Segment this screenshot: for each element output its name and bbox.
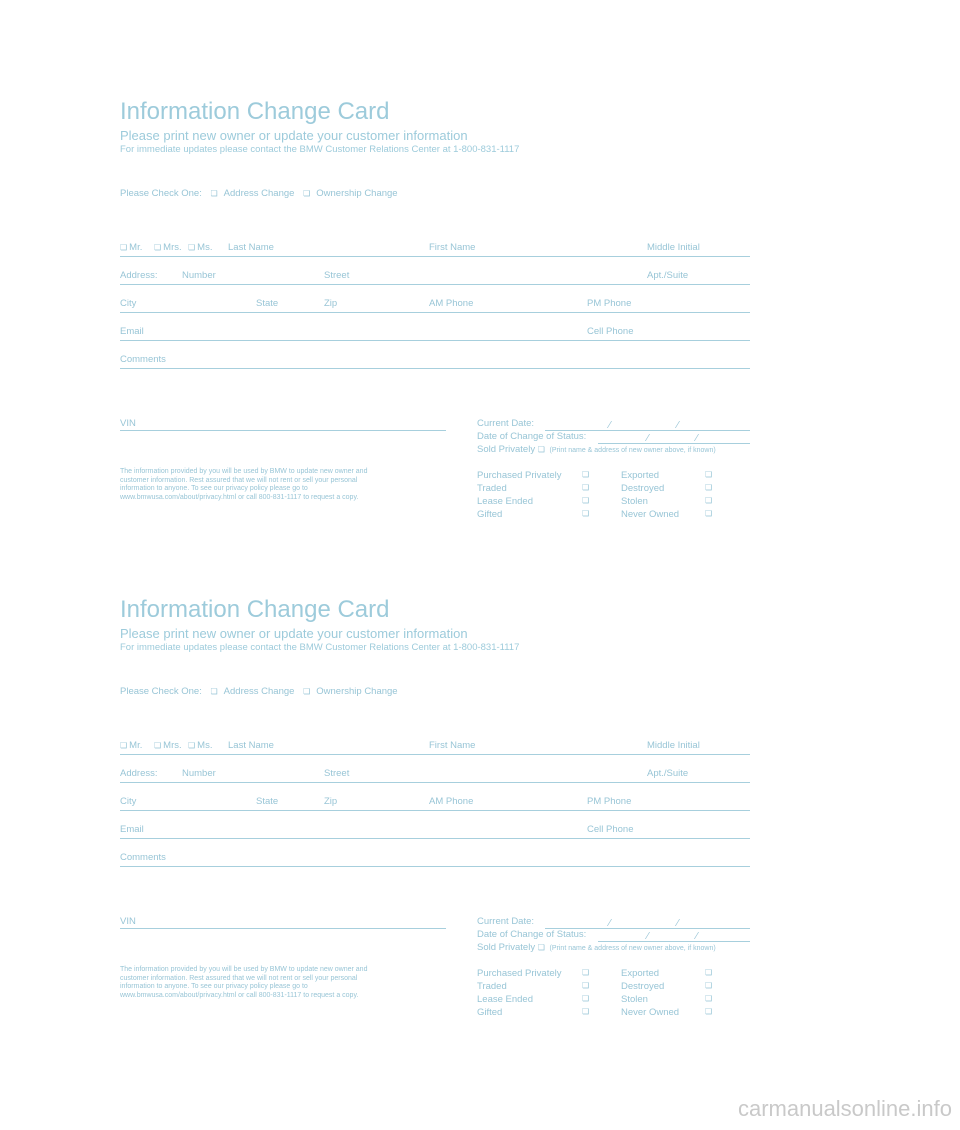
never-owned-label: Never Owned [621, 509, 680, 520]
ms-option[interactable] [188, 242, 212, 253]
sold-privately-label: Sold Privately [477, 942, 536, 953]
apt-suite-label: Apt./Suite [647, 768, 689, 779]
status-block [477, 916, 750, 955]
address-change-checkbox[interactable]: ❏ [210, 687, 218, 696]
check-one-label: Please Check One: [120, 188, 202, 199]
traded-checkbox[interactable]: ❏ [582, 483, 590, 492]
never-owned-checkbox[interactable]: ❏ [705, 509, 713, 518]
mr-option[interactable] [120, 242, 142, 253]
card-title: Information Change Card [120, 596, 390, 623]
ownership-change-label: Ownership Change [316, 188, 398, 199]
never-owned-label: Never Owned [621, 1007, 680, 1018]
exported-checkbox[interactable]: ❏ [705, 470, 713, 479]
comments-row[interactable] [120, 350, 750, 369]
ms-checkbox[interactable]: ❏ [188, 741, 196, 750]
mrs-checkbox[interactable]: ❏ [154, 243, 162, 252]
middle-initial-label: Middle Initial [647, 740, 700, 751]
date-separator: ⁄ [647, 931, 649, 942]
email-row[interactable] [120, 820, 750, 839]
sold-privately-checkbox[interactable]: ❏ [537, 445, 545, 454]
current-date-field[interactable] [545, 918, 750, 929]
mrs-option[interactable] [154, 740, 182, 751]
status-block [477, 418, 750, 457]
sold-privately-line [477, 942, 750, 955]
city-label: City [120, 298, 137, 309]
privacy-notice: The information provided by you will be used by BMW to update new owner and customer information. Rest assured that we will not rent or sell your personal information to anyone. To see our privacy policy please go to www.bmwusa.com/about/privacy.html or call 800-831-1117 to request a copy. [120, 966, 368, 999]
sold-privately-note: (Print name & address of new owner above, if known) [549, 447, 716, 454]
vin-field[interactable] [120, 916, 446, 929]
name-row[interactable] [120, 238, 750, 257]
vin-field[interactable] [120, 418, 446, 431]
mr-option[interactable] [120, 740, 142, 751]
mr-checkbox[interactable]: ❏ [120, 243, 128, 252]
number-label: Number [182, 768, 216, 779]
stolen-checkbox[interactable]: ❏ [705, 496, 713, 505]
information-change-card-1 [120, 98, 750, 558]
lease-ended-checkbox[interactable]: ❏ [582, 994, 590, 1003]
pm-phone-label: PM Phone [587, 796, 632, 807]
number-label: Number [182, 270, 216, 281]
date-separator: ⁄ [677, 420, 679, 431]
ownership-change-label: Ownership Change [316, 686, 398, 697]
exported-label: Exported [621, 968, 660, 979]
purchased-privately-checkbox[interactable]: ❏ [582, 470, 590, 479]
address-change-label: Address Change [223, 686, 295, 697]
traded-checkbox[interactable]: ❏ [582, 981, 590, 990]
date-change-field[interactable] [598, 931, 750, 942]
stolen-checkbox[interactable]: ❏ [705, 994, 713, 1003]
exported-checkbox[interactable]: ❏ [705, 968, 713, 977]
contact-line: For immediate updates please contact the BMW Customer Relations Center at 1-800-831-1117 [120, 642, 520, 653]
am-phone-label: AM Phone [429, 796, 474, 807]
current-date-line [477, 418, 750, 431]
apt-suite-label: Apt./Suite [647, 270, 689, 281]
date-separator: ⁄ [647, 433, 649, 444]
zip-label: Zip [324, 796, 338, 807]
mr-label: Mr. [129, 740, 143, 751]
city-row[interactable] [120, 792, 750, 811]
address-label: Address: [120, 270, 158, 281]
gifted-label: Gifted [477, 509, 503, 520]
mrs-label: Mrs. [163, 242, 182, 253]
lease-ended-label: Lease Ended [477, 994, 533, 1005]
date-separator: ⁄ [609, 420, 611, 431]
date-change-line [477, 929, 750, 942]
middle-initial-label: Middle Initial [647, 242, 700, 253]
email-label: Email [120, 326, 144, 337]
destroyed-checkbox[interactable]: ❏ [705, 981, 713, 990]
address-row[interactable] [120, 764, 750, 783]
city-label: City [120, 796, 137, 807]
cell-phone-label: Cell Phone [587, 326, 634, 337]
check-one-label: Please Check One: [120, 686, 202, 697]
comments-row[interactable] [120, 848, 750, 867]
traded-label: Traded [477, 483, 507, 494]
card-title: Information Change Card [120, 98, 390, 125]
name-row[interactable] [120, 736, 750, 755]
vin-label: VIN [120, 916, 136, 927]
address-change-checkbox[interactable]: ❏ [210, 189, 218, 198]
state-label: State [256, 796, 279, 807]
gifted-checkbox[interactable]: ❏ [582, 509, 590, 518]
information-change-card-2 [120, 596, 750, 1056]
ownership-change-checkbox[interactable]: ❏ [303, 687, 311, 696]
current-date-label: Current Date: [477, 916, 535, 927]
email-row[interactable] [120, 322, 750, 341]
first-name-label: First Name [429, 242, 476, 253]
purchased-privately-checkbox[interactable]: ❏ [582, 968, 590, 977]
lease-ended-label: Lease Ended [477, 496, 533, 507]
stolen-label: Stolen [621, 994, 648, 1005]
date-change-line [477, 431, 750, 444]
mr-label: Mr. [129, 242, 143, 253]
zip-label: Zip [324, 298, 338, 309]
date-separator: ⁄ [696, 433, 698, 444]
last-name-label: Last Name [228, 242, 274, 253]
current-date-line [477, 916, 750, 929]
current-date-label: Current Date: [477, 418, 535, 429]
first-name-label: First Name [429, 740, 476, 751]
traded-label: Traded [477, 981, 507, 992]
ms-checkbox[interactable]: ❏ [188, 243, 196, 252]
ownership-change-checkbox[interactable]: ❏ [303, 189, 311, 198]
state-label: State [256, 298, 279, 309]
date-change-label: Date of Change of Status: [477, 929, 587, 940]
card-subtitle: Please print new owner or update your customer information [120, 128, 468, 143]
vin-label: VIN [120, 418, 136, 429]
last-name-label: Last Name [228, 740, 274, 751]
destroyed-label: Destroyed [621, 981, 665, 992]
mrs-checkbox[interactable]: ❏ [154, 741, 162, 750]
exported-label: Exported [621, 470, 660, 481]
sold-privately-label: Sold Privately [477, 444, 536, 455]
mrs-label: Mrs. [163, 740, 182, 751]
gifted-label: Gifted [477, 1007, 503, 1018]
stolen-label: Stolen [621, 496, 648, 507]
card-subtitle: Please print new owner or update your customer information [120, 626, 468, 641]
date-separator: ⁄ [677, 918, 679, 929]
date-change-field[interactable] [598, 433, 750, 444]
mrs-option[interactable] [154, 242, 182, 253]
am-phone-label: AM Phone [429, 298, 474, 309]
date-change-label: Date of Change of Status: [477, 431, 587, 442]
destroyed-label: Destroyed [621, 483, 665, 494]
sold-privately-line [477, 444, 750, 457]
ms-label: Ms. [197, 242, 213, 253]
check-one-row [120, 686, 404, 697]
address-label: Address: [120, 768, 158, 779]
street-label: Street [324, 270, 350, 281]
ms-option[interactable] [188, 740, 212, 751]
never-owned-checkbox[interactable]: ❏ [705, 1007, 713, 1016]
comments-label: Comments [120, 354, 166, 365]
street-label: Street [324, 768, 350, 779]
sold-privately-note: (Print name & address of new owner above, if known) [549, 945, 716, 952]
date-separator: ⁄ [696, 931, 698, 942]
pm-phone-label: PM Phone [587, 298, 632, 309]
watermark: carmanualsonline.info [737, 1096, 952, 1121]
contact-line: For immediate updates please contact the BMW Customer Relations Center at 1-800-831-1117 [120, 144, 520, 155]
privacy-notice: The information provided by you will be used by BMW to update new owner and customer information. Rest assured that we will not rent or sell your personal information to anyone. To see our privacy policy please go to www.bmwusa.com/about/privacy.html or call 800-831-1117 to request a copy. [120, 468, 368, 501]
city-row[interactable] [120, 294, 750, 313]
cell-phone-label: Cell Phone [587, 824, 634, 835]
current-date-field[interactable] [545, 420, 750, 431]
address-row[interactable] [120, 266, 750, 285]
address-change-label: Address Change [223, 188, 295, 199]
date-separator: ⁄ [609, 918, 611, 929]
check-one-row [120, 188, 404, 199]
gifted-checkbox[interactable]: ❏ [582, 1007, 590, 1016]
purchased-privately-label: Purchased Privately [477, 470, 562, 481]
sold-privately-checkbox[interactable]: ❏ [537, 943, 545, 952]
purchased-privately-label: Purchased Privately [477, 968, 562, 979]
mr-checkbox[interactable]: ❏ [120, 741, 128, 750]
ms-label: Ms. [197, 740, 213, 751]
email-label: Email [120, 824, 144, 835]
lease-ended-checkbox[interactable]: ❏ [582, 496, 590, 505]
comments-label: Comments [120, 852, 166, 863]
destroyed-checkbox[interactable]: ❏ [705, 483, 713, 492]
